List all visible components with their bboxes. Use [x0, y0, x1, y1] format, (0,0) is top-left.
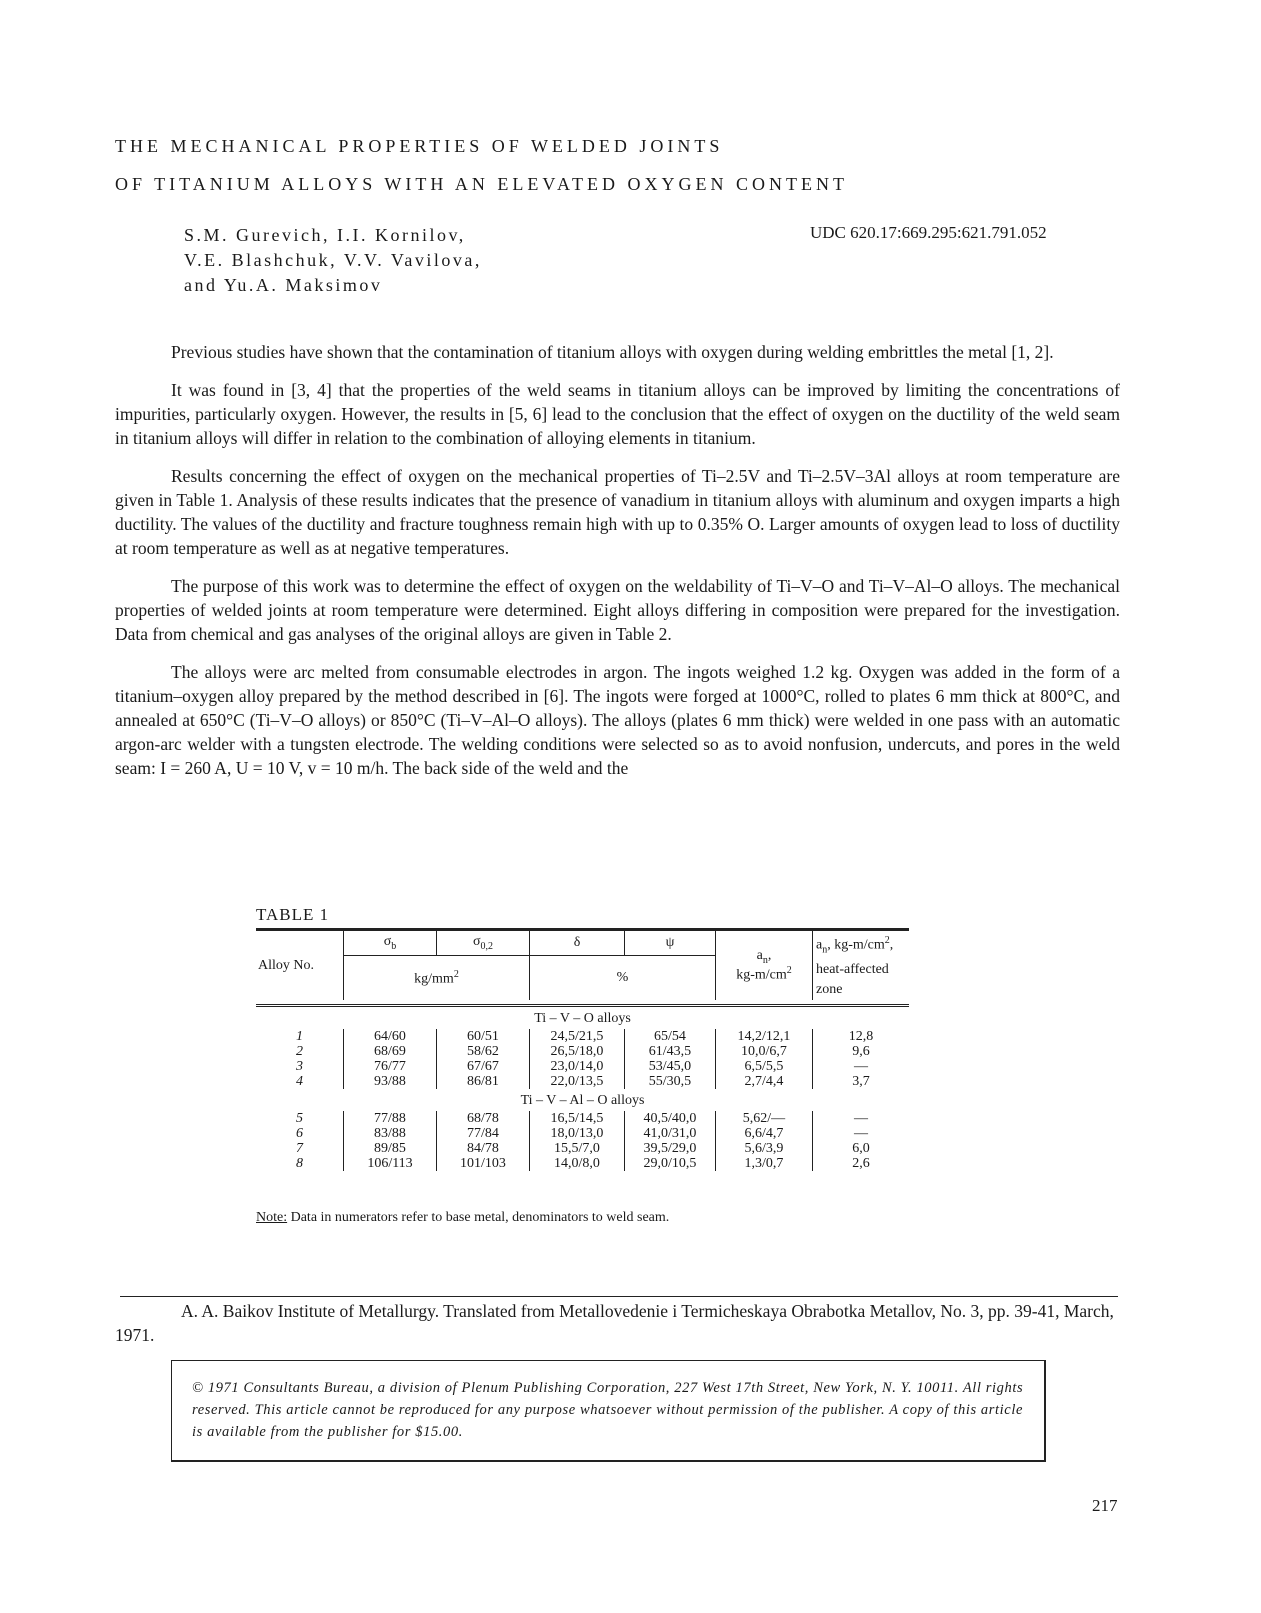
header-an: $a_n$, $kg-m/cm^2$ — [716, 930, 813, 1001]
header-psi: ψ — [625, 930, 716, 956]
header-sigma-02: $\sigma_{0,2}$ — [437, 930, 530, 956]
table-caption: TABLE 1 — [256, 905, 330, 924]
paragraph: The purpose of this work was to determine the effect of oxygen on the weldability of Ti–V–O and Ti–V–Al–O alloys. The mechanical properties of welded joints at room temperature were determined. Eight alloys differing in composition were prepared for the investigation. Data from chemical and gas analyses of the original alloys are given in Table 2. — [115, 576, 1120, 644]
affiliation-text: A. A. Baikov Institute of Metallurgy. Translated from Metallovedenie i Termicheskaya Obrabotka Metallov, No. 3, pp. 39-41, March, 1971. — [115, 1301, 1114, 1345]
section-title: Ti – V – O alloys — [534, 1011, 631, 1027]
title-line-1: THE MECHANICAL PROPERTIES OF WELDED JOINTS — [115, 136, 724, 156]
header-haz: $a_n$, $kg-m/cm^2$, heat-affected zone — [813, 930, 910, 1001]
paragraph: Results concerning the effect of oxygen on the mechanical properties of Ti–2.5V and Ti–2.5V–3Al alloys at room temperature are given in Table 1. Analysis of these results indicates that the presence of vanadium in titanium alloys with aluminum and oxygen imparts a high ductility. The values of the ductility and fracture toughness remain high with up to 0.35% O. Larger amounts of oxygen lead to loss of ductility at room temperature as well as at negative temperatures. — [115, 466, 1120, 558]
footnote-rule — [120, 1296, 1118, 1297]
paragraph: The alloys were arc melted from consumable electrodes in argon. The ingots weighed 1.2 kg. Oxygen was added in the form of a titanium–oxygen alloy prepared by the method described in [6]. The ingots were forged at 1000°C, rolled to plates 6 mm thick at 800°C, and annealed at 650°C (Ti–V–O alloys) or 850°C (Ti–V–Al–O alloys). The alloys (plates 6 mm thick) were welded in one pass with an automatic argon-arc welder with a tungsten electrode. The welding conditions were selected so as to avoid nonfusion, undercuts, and pores in the weld seam: I = 260 A, U = 10 V, v = 10 m/h. The back side of the weld and the — [115, 662, 1120, 778]
table-row: 7 89/85 84/78 15,5/7,0 39,5/29,0 5,6/3,9 6,0 — [256, 1141, 909, 1156]
affiliation — [115, 1299, 1120, 1347]
header-alloy-no: Alloy No. — [256, 930, 344, 1001]
note-label: Note: — [256, 1210, 288, 1225]
copyright-text: © 1971 Consultants Bureau, a division of Plenum Publishing Corporation, 227 West 17th Street, New York, N. Y. 10011. All rights reserved. This article cannot be reproduced for any purpose whatsoever without permission of the publisher. A copy of this article is available from the publisher for $15.00. — [192, 1380, 1024, 1440]
table-row: 2 68/69 58/62 26,5/18,0 61/43,5 10,0/6,7 9,6 — [256, 1044, 909, 1059]
copyright-box — [171, 1360, 1046, 1462]
table-row: 8 106/113 101/103 14,0/8,0 29,0/10,5 1,3/0,7 2,6 — [256, 1156, 909, 1171]
author-line: S.M. Gurevich, I.I. Kornilov, — [184, 225, 466, 245]
table-row: 5 77/88 68/78 16,5/14,5 40,5/40,0 5,62/— — — [256, 1111, 909, 1126]
table-row: 3 76/77 67/67 23,0/14,0 53/45,0 6,5/5,5 — — [256, 1059, 909, 1074]
paragraph: Previous studies have shown that the contamination of titanium alloys with oxygen during welding embrittles the metal [1, 2]. — [171, 342, 1054, 362]
header-unit-kgmm: $kg/mm^2$ — [344, 955, 530, 1000]
header-sigma-b: $\sigma_b$ — [344, 930, 437, 956]
authors — [184, 223, 482, 298]
author-line: V.E. Blashchuk, V.V. Vavilova, — [184, 250, 482, 270]
page-number: 217 — [1092, 1496, 1118, 1515]
table-row: 1 64/60 60/51 24,5/21,5 65/54 14,2/12,1 12,8 — [256, 1029, 909, 1044]
table-row: 6 83/88 77/84 18,0/13,0 41,0/31,0 6,6/4,7 — — [256, 1126, 909, 1141]
body-text — [115, 340, 1120, 794]
note-text: Data in numerators refer to base metal, denominators to weld seam. — [287, 1210, 670, 1225]
table-note — [256, 1210, 669, 1226]
table-row: 4 93/88 86/81 22,0/13,5 55/30,5 2,7/4,4 3,7 — [256, 1074, 909, 1089]
section-title: Ti – V – Al – O alloys — [520, 1093, 645, 1109]
paragraph: It was found in [3, 4] that the properties of the weld seams in titanium alloys can be improved by limiting the concentrations of impurities, particularly oxygen. However, the results in [5, 6] lead to the conclusion that the effect of oxygen on the ductility of the weld seam in titanium alloys will differ in relation to the combination of alloying elements in titanium. — [115, 380, 1120, 448]
udc-code: UDC 620.17:669.295:621.791.052 — [810, 223, 1047, 242]
title-line-2: OF TITANIUM ALLOYS WITH AN ELEVATED OXYGEN CONTENT — [115, 174, 849, 194]
table-1 — [256, 928, 909, 1171]
author-line: and Yu.A. Maksimov — [184, 275, 383, 295]
header-delta: δ — [530, 930, 625, 956]
header-unit-pct: % — [530, 955, 716, 1000]
